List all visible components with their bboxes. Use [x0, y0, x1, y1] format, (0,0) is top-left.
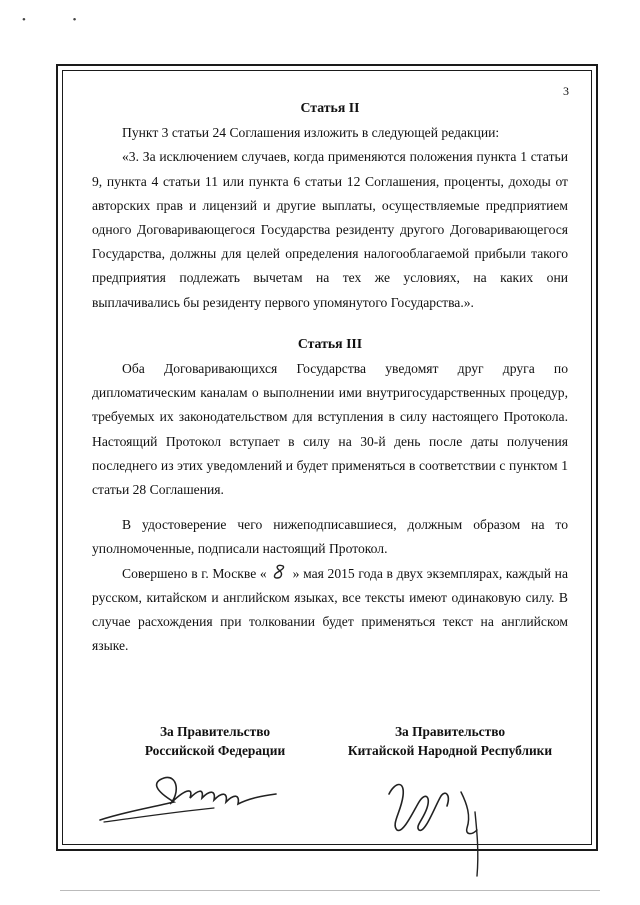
handwritten-day	[270, 564, 290, 580]
page-number: 3	[563, 84, 569, 98]
witness-paragraph: В удостоверение чего нижеподписавшиеся, должным образом на то уполномоченные, подписали настоящий Протокол.	[92, 517, 568, 557]
signatory-china-line1: За Правительство	[394, 724, 506, 739]
signatory-russia-line2: Российской Федерации	[144, 743, 286, 758]
article-2-title: Статья II	[300, 100, 360, 115]
signatory-china	[330, 722, 570, 760]
signatory-china-line2: Китайской Народной Республики	[347, 743, 553, 758]
article-3-title: Статья III	[297, 335, 363, 351]
document-body	[92, 96, 568, 658]
signatory-russia-line1: За Правительство	[159, 724, 271, 739]
signatory-russia	[110, 722, 320, 760]
execution-paragraph	[92, 562, 568, 659]
execution-text-after: » мая 2015 года в двух экземплярах, каждый на русском, китайском и английском языках, все тексты имеют одинаковую силу. В случае расхождения при толковании будет применяться текст на английском языке.	[92, 565, 568, 654]
article-3-body: Оба Договаривающихся Государства уведомят друг друга по дипломатическим каналам о выполнении ими внутригосударственных процедур, требуемых их законодательством для вступления в силу настоящего Протокола. Настоящий Протокол вступает в силу на 30-й день после даты получения последнего из этих уведомлений и будет применяться в соответствии с пунктом 1 статьи 28 Соглашения.	[92, 361, 568, 498]
scan-edge-line	[60, 890, 600, 891]
scan-dots: • •	[22, 14, 99, 26]
article-2-body: «3. За исключением случаев, когда применяются положения пункта 1 статьи 9, пункта 4 статьи 11 или пункта 6 статьи 12 Соглашения, проценты, доходы от авторских прав и лицензий и другие выплаты, осуществляемые предприятием одного Договаривающегося Государства резиденту другого Договаривающегося Государства, должны для целей определения налогооблагаемой прибыли такого предприятия подлежать вычетам на тех же условиях, на каких они выплачивались бы резиденту первого упомянутого Государства.».	[92, 149, 568, 310]
article-2-intro: Пункт 3 статьи 24 Соглашения изложить в следующей редакции:	[122, 125, 500, 141]
execution-text-before: Совершено в г. Москве «	[122, 565, 267, 581]
signature-china	[375, 772, 505, 882]
signature-russia	[94, 760, 284, 830]
